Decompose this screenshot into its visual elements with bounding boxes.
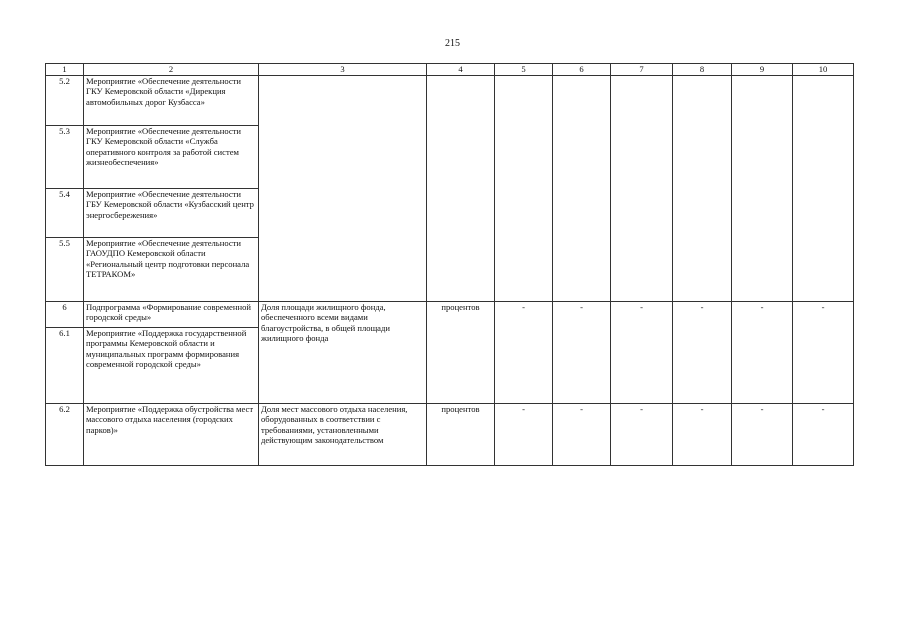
value-cell-empty (793, 76, 854, 302)
value-cell-empty (611, 76, 673, 302)
value-cell: - (732, 302, 793, 404)
indicator-cell: Доля площади жилищного фонда, обеспеченного всеми видами благоустройства, в общей площади жилищного фонда (259, 302, 427, 404)
indicator-cell-empty (259, 76, 427, 302)
row-number: 6.1 (46, 328, 84, 404)
value-cell: - (611, 404, 673, 466)
row-name: Мероприятие «Обеспечение деятельности ГКУ Кемеровской области «Дирекция автомобильных дорог Кузбасса» (84, 76, 259, 126)
header-cell: 8 (673, 64, 732, 76)
header-cell: 2 (84, 64, 259, 76)
table-row (46, 302, 854, 328)
value-cell-empty (495, 76, 553, 302)
value-cell-empty (673, 76, 732, 302)
row-name: Мероприятие «Поддержка государственной программы Кемеровской области и муниципальных программ формирования современной городской среды» (84, 328, 259, 404)
row-number: 5.3 (46, 126, 84, 189)
unit-cell-empty (427, 76, 495, 302)
value-cell: - (495, 302, 553, 404)
value-cell: - (553, 302, 611, 404)
table-row (46, 404, 854, 466)
unit-cell: процентов (427, 404, 495, 466)
indicator-cell: Доля мест массового отдыха населения, оборудованных в соответствии с требованиями, установленными действующим законодательством (259, 404, 427, 466)
value-cell: - (611, 302, 673, 404)
table-row (46, 76, 854, 126)
header-cell: 9 (732, 64, 793, 76)
header-row (46, 64, 854, 76)
value-cell: - (793, 404, 854, 466)
value-cell: - (732, 404, 793, 466)
header-cell: 7 (611, 64, 673, 76)
header-cell: 5 (495, 64, 553, 76)
value-cell: - (793, 302, 854, 404)
row-number: 5.5 (46, 238, 84, 302)
value-cell-empty (732, 76, 793, 302)
value-cell-empty (553, 76, 611, 302)
row-number: 6.2 (46, 404, 84, 466)
header-cell: 3 (259, 64, 427, 76)
row-number: 5.4 (46, 189, 84, 238)
header-cell: 1 (46, 64, 84, 76)
header-cell: 4 (427, 64, 495, 76)
row-number: 6 (46, 302, 84, 328)
row-name: Мероприятие «Обеспечение деятельности ГБУ Кемеровской области «Кузбасский центр энергосбережения» (84, 189, 259, 238)
page-number: 215 (445, 38, 460, 49)
header-cell: 6 (553, 64, 611, 76)
value-cell: - (673, 404, 732, 466)
value-cell: - (553, 404, 611, 466)
row-name: Мероприятие «Обеспечение деятельности ГКУ Кемеровской области «Служба оперативного контроля за работой систем жизнеобеспечения» (84, 126, 259, 189)
row-name: Мероприятие «Обеспечение деятельности ГАОУДПО Кемеровской области «Региональный центр подготовки персонала ТЕТРАКОМ» (84, 238, 259, 302)
row-name: Подпрограмма «Формирование современной городской среды» (84, 302, 259, 328)
value-cell: - (673, 302, 732, 404)
header-cell: 10 (793, 64, 854, 76)
row-number: 5.2 (46, 76, 84, 126)
unit-cell: процентов (427, 302, 495, 404)
indicators-table (45, 63, 854, 466)
value-cell: - (495, 404, 553, 466)
row-name: Мероприятие «Поддержка обустройства мест массового отдыха населения (городских парков)» (84, 404, 259, 466)
